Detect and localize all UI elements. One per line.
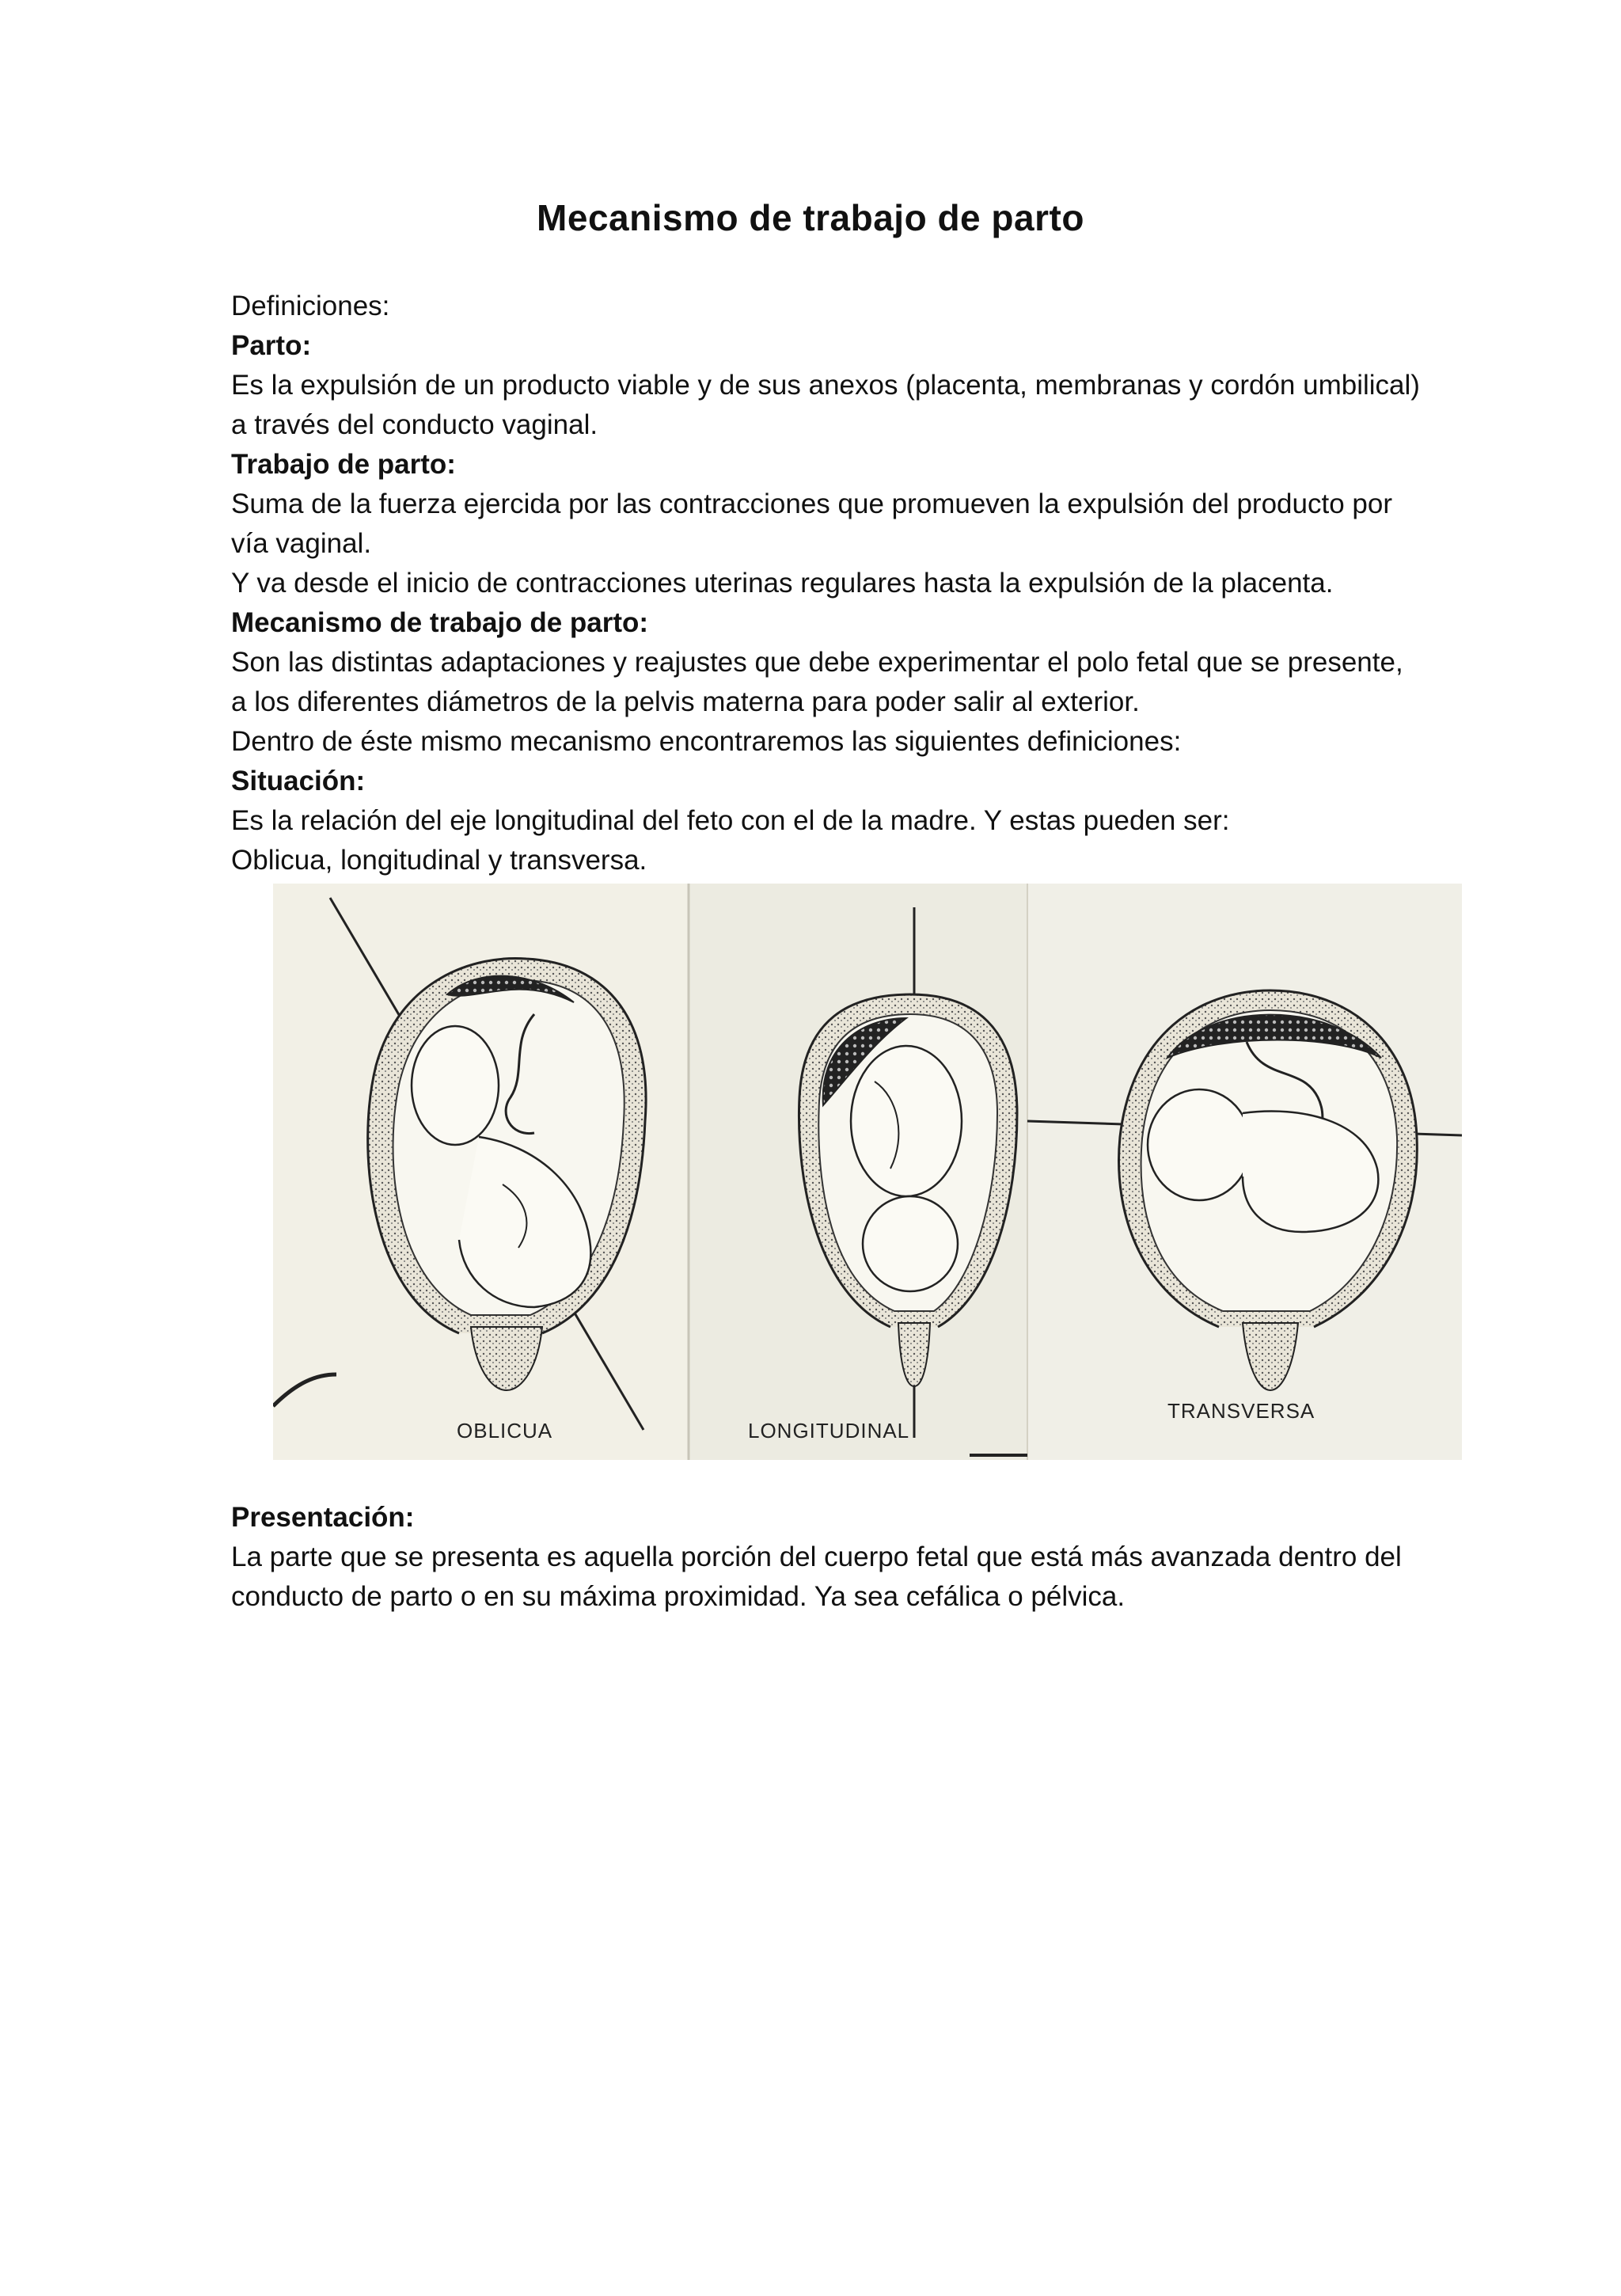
section-line: a través del conducto vaginal. [231, 409, 598, 440]
section-label-parto: Parto: [231, 330, 312, 361]
definitions-block [231, 287, 1513, 880]
section-line: vía vaginal. [231, 528, 372, 559]
panel-label-oblicua: OBLICUA [457, 1419, 553, 1443]
section-line: Es la expulsión de un producto viable y de sus anexos (placenta, membranas y cordón umbilical) [231, 370, 1420, 401]
section-line: Oblicua, longitudinal y transversa. [231, 845, 647, 876]
fetal-situation-figure [273, 884, 1462, 1460]
section-line: conducto de parto o en su máxima proximidad. Ya sea cefálica o pélvica. [231, 1581, 1126, 1612]
page-title: Mecanismo de trabajo de parto [537, 197, 1084, 238]
intro-text: Definiciones: [231, 291, 390, 321]
section-label-situacion: Situación: [231, 766, 366, 796]
section-label-trabajo-de-parto: Trabajo de parto: [231, 449, 456, 480]
section-line: a los diferentes diámetros de la pelvis materna para poder salir al exterior. [231, 686, 1140, 717]
section-label-mecanismo: Mecanismo de trabajo de parto: [231, 607, 649, 638]
section-line: Dentro de éste mismo mecanismo encontraremos las siguientes definiciones: [231, 726, 1182, 757]
panel-label-longitudinal: LONGITUDINAL [748, 1419, 910, 1443]
section-line: Son las distintas adaptaciones y reajustes que debe experimentar el polo fetal que se presente, [231, 647, 1403, 678]
section-line: Suma de la fuerza ejercida por las contracciones que promueven la expulsión del producto por [231, 488, 1392, 519]
section-line: Y va desde el inicio de contracciones uterinas regulares hasta la expulsión de la placenta. [231, 568, 1334, 599]
section-line: Es la relación del eje longitudinal del feto con el de la madre. Y estas pueden ser: [231, 805, 1230, 836]
fetal-situation-illustration [273, 884, 1462, 1460]
panel-label-transversa: TRANSVERSA [1167, 1399, 1315, 1423]
section-label-presentacion: Presentación: [231, 1502, 415, 1533]
section-line: La parte que se presenta es aquella porción del cuerpo fetal que está más avanzada dentro del [231, 1541, 1402, 1572]
presentation-block [231, 1498, 1513, 1617]
